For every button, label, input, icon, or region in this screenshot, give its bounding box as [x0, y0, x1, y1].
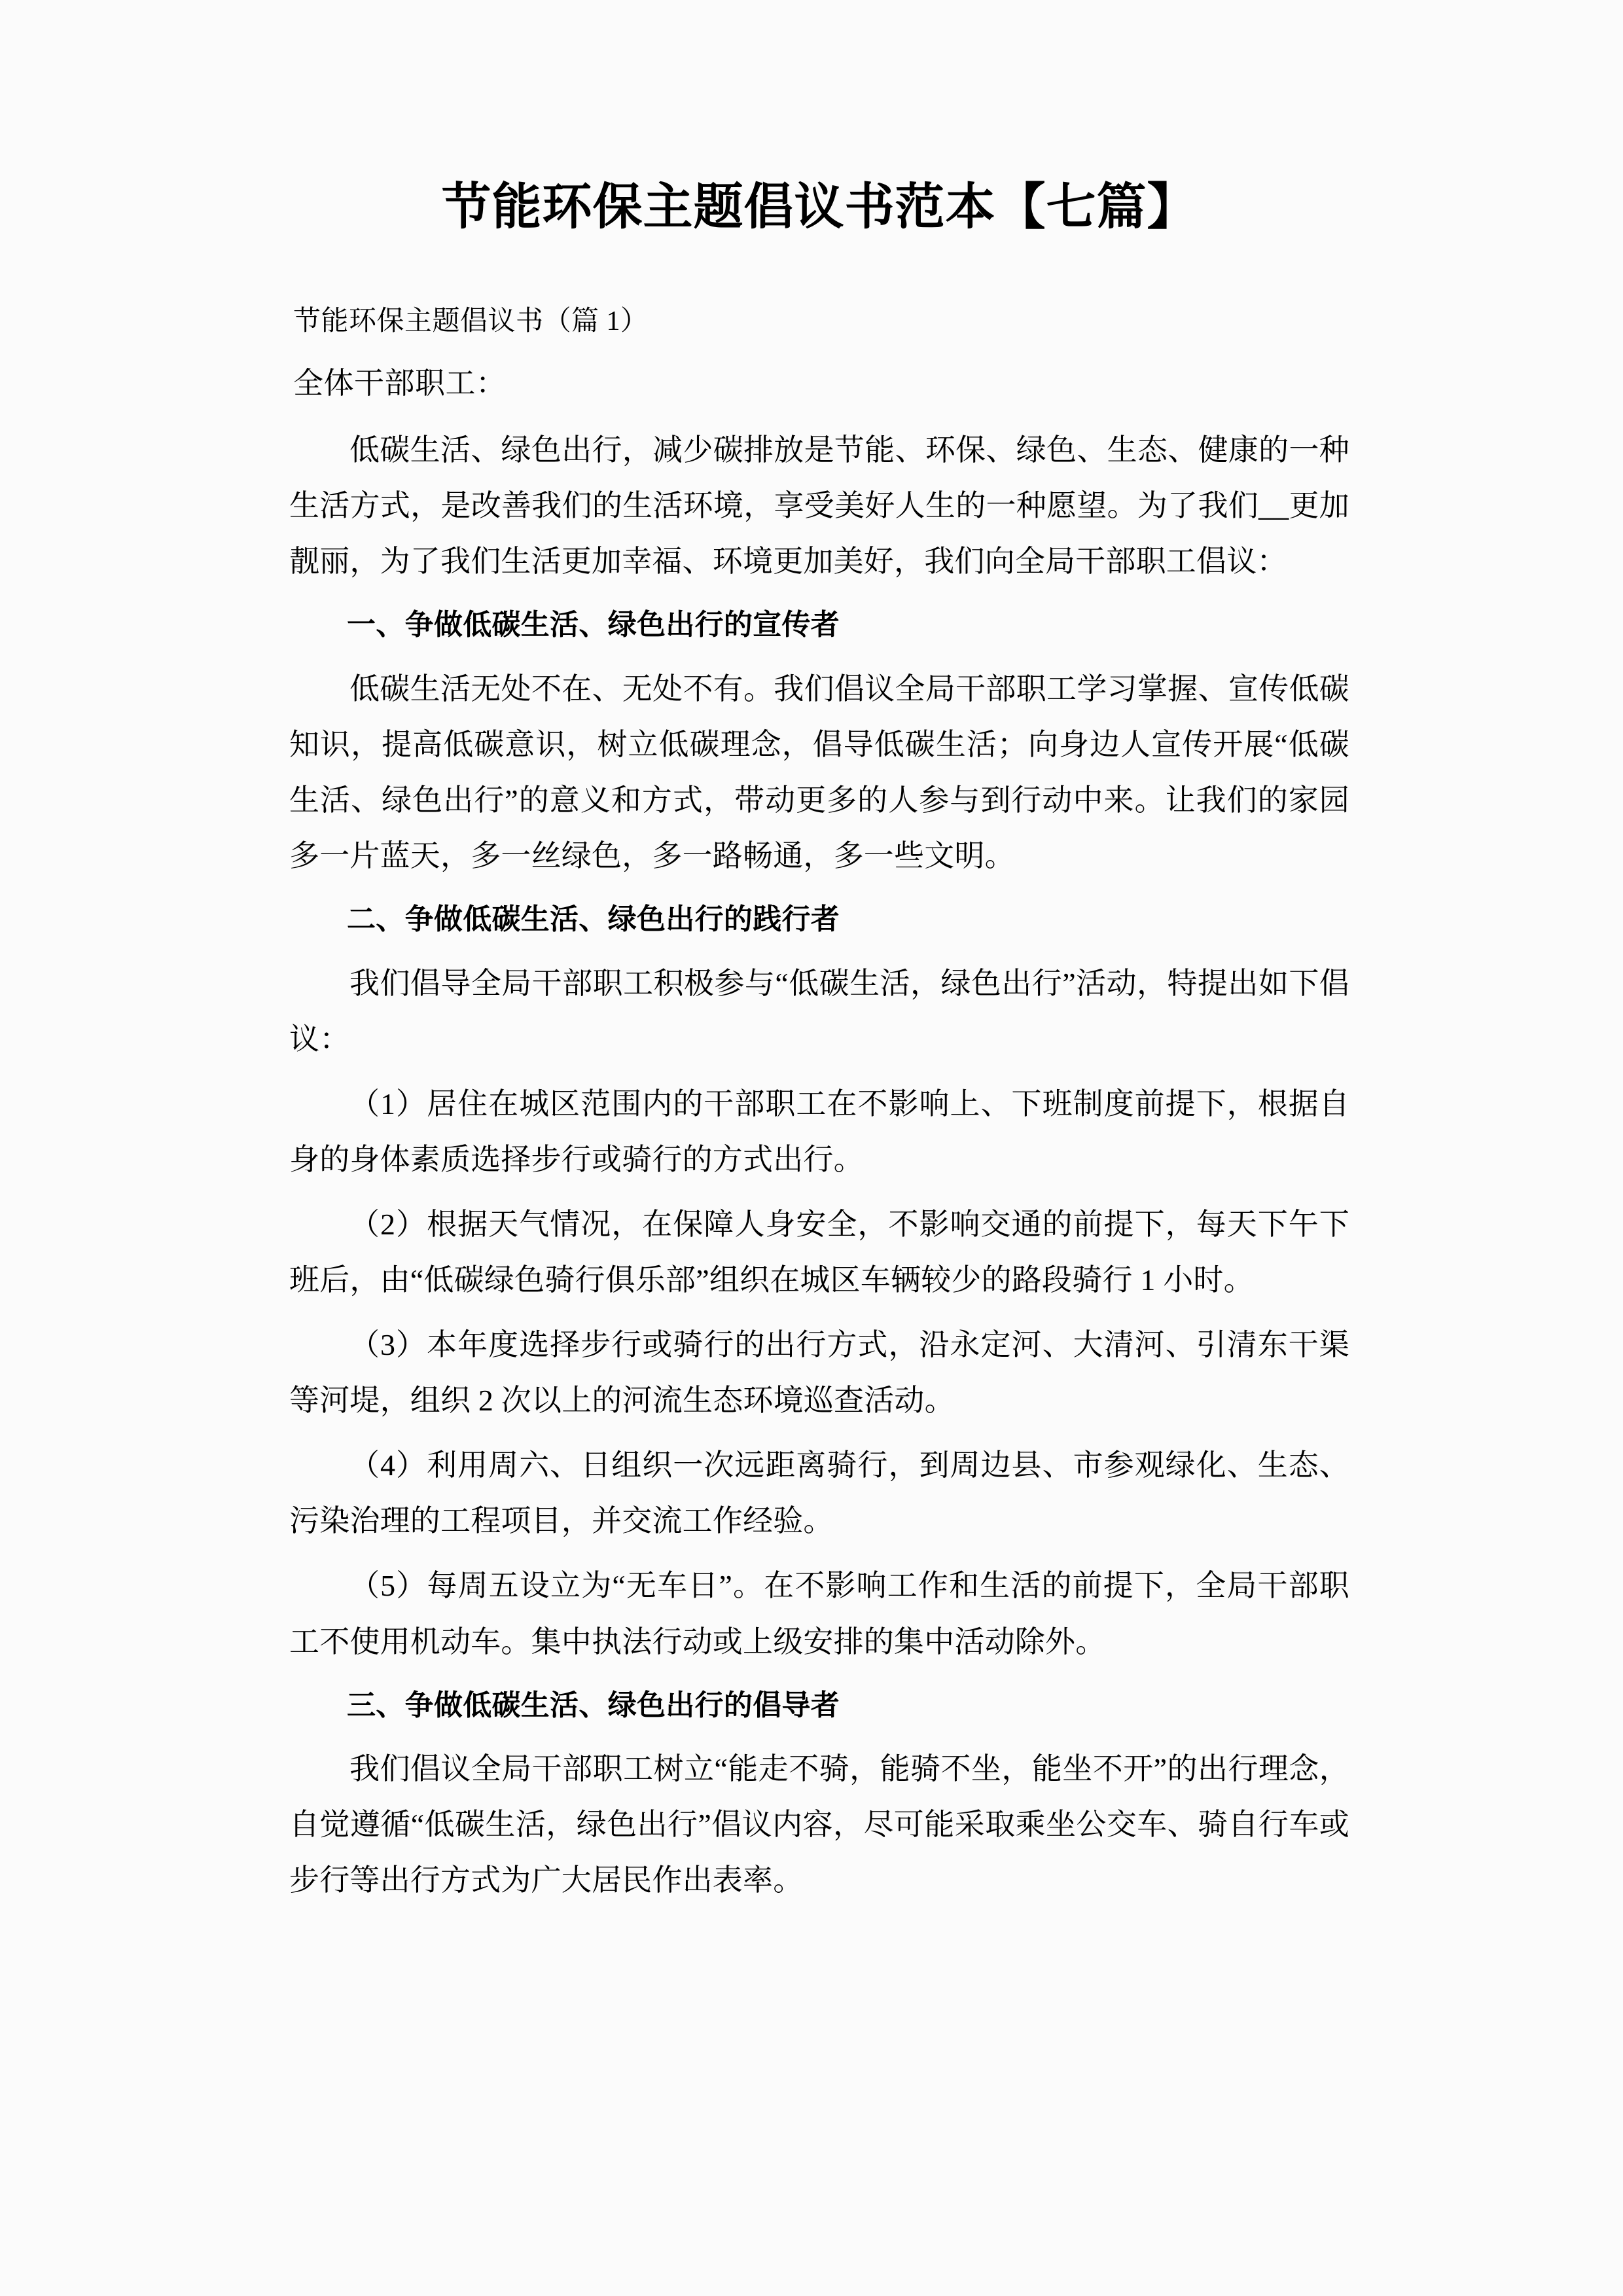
section-body-3: 我们倡议全局干部职工树立“能走不骑，能骑不坐，能坐不开”的出行理念，自觉遵循“低碳生活，绿色出行”倡议内容，尽可能采取乘坐公交车、骑自行车或步行等出行方式为广大居民作出表率。	[289, 1752, 1349, 1897]
salutation: 全体干部职工：	[293, 366, 507, 400]
document-body	[289, 177, 1349, 1917]
list-item: （5）每周五设立为“无车日”。在不影响工作和生活的前提下，全局干部职工不使用机动车。集中执法行动或上级安排的集中活动除外。	[289, 1569, 1349, 1659]
list-item: （2）根据天气情况，在保障人身安全，不影响交通的前提下，每天下午下班后，由“低碳绿色骑行俱乐部”组织在城区车辆较少的路段骑行 1 小时。	[289, 1207, 1349, 1297]
list-item: （4）利用周六、日组织一次远距离骑行，到周边县、市参观绿化、生态、污染治理的工程项目，并交流工作经验。	[289, 1448, 1349, 1538]
list-item: （1）居住在城区范围内的干部职工在不影响上、下班制度前提下，根据自身的身体素质选择步行或骑行的方式出行。	[289, 1086, 1349, 1176]
intro-paragraph: 低碳生活、绿色出行，减少碳排放是节能、环保、绿色、生态、健康的一种生活方式，是改善我们的生活环境，享受美好人生的一种愿望。为了我们__更加靓丽，为了我们生活更加幸福、环境更加美好，我们向全局干部职工倡议：	[289, 433, 1349, 579]
section-body-2: 我们倡导全局干部职工积极参与“低碳生活，绿色出行”活动，特提出如下倡议：	[289, 966, 1349, 1056]
section-heading-2: 二、争做低碳生活、绿色出行的践行者	[347, 903, 840, 936]
document-title: 节能环保主题倡议书范本【七篇】	[441, 177, 1198, 236]
section-heading-1: 一、争做低碳生活、绿色出行的宣传者	[347, 609, 840, 641]
section-heading-3: 三、争做低碳生活、绿色出行的倡导者	[347, 1689, 840, 1721]
list-item: （3）本年度选择步行或骑行的出行方式，沿永定河、大清河、引清东干渠等河堤，组织 2 次以上的河流生态环境巡查活动。	[289, 1328, 1349, 1418]
document-subtitle: 节能环保主题倡议书（篇 1）	[293, 306, 649, 336]
section-body-1: 低碳生活无处不在、无处不有。我们倡议全局干部职工学习掌握、宣传低碳知识，提高低碳意识，树立低碳理念，倡导低碳生活；向身边人宣传开展“低碳生活、绿色出行”的意义和方式，带动更多的人参与到行动中来。让我们的家园多一片蓝天，多一丝绿色，多一路畅通，多一些文明。	[289, 672, 1349, 873]
